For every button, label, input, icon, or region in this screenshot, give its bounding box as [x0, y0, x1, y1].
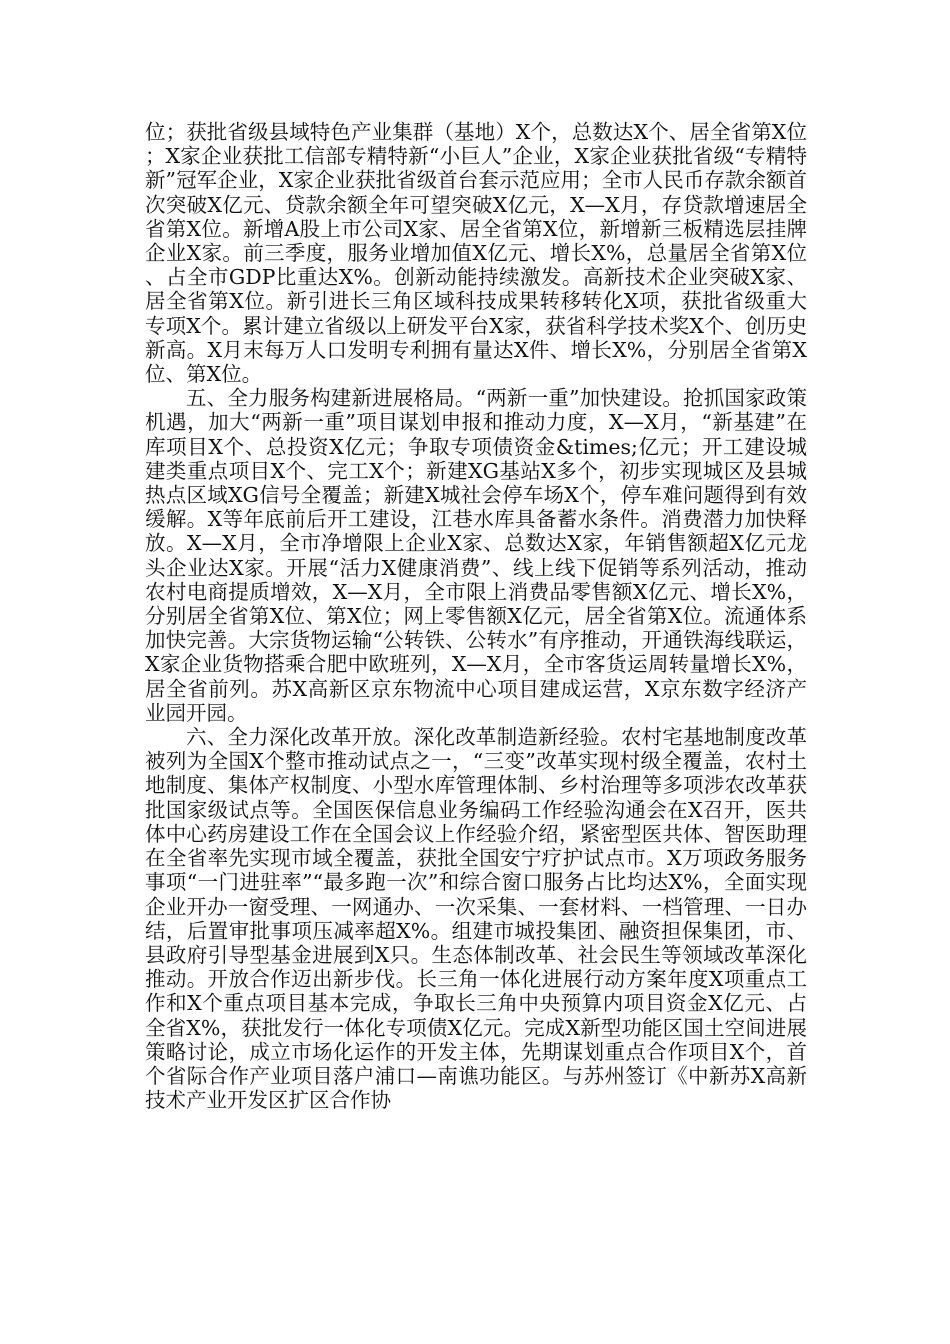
- paragraph-section-six: 六、全力深化改革开放。深化改革制造新经验。农村宅基地制度改革被列为全国X个整市推动试点之一，“三变”改革实现村级全覆盖，农村土地制度、集体产权制度、小型水库管理体制、乡村治理等多项涉农改革获批国家级试点等。全国医保信息业务编码工作经验沟通会在X召开，医共体中心药房建设工作在全国会议上作经验介绍，紧密型医共体、智医助理在全省率先实现市域全覆盖，获批全国安宁疗护试点市。X万项政务服务事项“一门进驻率”“最多跑一次”和综合窗口服务占比均达X%，全面实现企业开办一窗受理、一网通办、一次采集、一套材料、一档管理、一日办结，后置审批事项压减率超X%。组建市城投集团、融资担保集团，市、县政府引导型基金进展到X只。生态体制改革、社会民生等领域改革深化推动。开放合作迈出新步伐。长三角一体化进展行动方案年度X项重点工作和X个重点项目基本完成，争取长三角中央预算内项目资金X亿元、占全省X%，获批发行一体化专项债X亿元。完成X新型功能区国土空间进展策略讨论，成立市场化运作的开发主体，先期谋划重点合作项目X个，首个省际合作产业项目落户浦口—南谯功能区。与苏州签订《中新苏X高新技术产业开发区扩区合作协: [145, 725, 807, 1113]
- paragraph-continued: 位；获批省级县域特色产业集群（基地）X个，总数达X个、居全省第X位；X家企业获批工信部专精特新“小巨人”企业，X家企业获批省级“专精特新”冠军企业，X家企业获批省级首台套示范应用；全市人民币存款余额首次突破X亿元、贷款余额全年可望突破X亿元，X—X月，存贷款增速居全省第X位。新增A股上市公司X家、居全省第X位，新增新三板精选层挂牌企业X家。前三季度，服务业增加值X亿元、增长X%，总量居全省第X位、占全市GDP比重达X%。创新动能持续激发。高新技术企业突破X家、居全省第X位。新引进长三角区域科技成果转移转化X项，获批省级重大专项X个。累计建立省级以上研发平台X家，获省科学技术奖X个、创历史新高。X月末每万人口发明专利拥有量达X件、增长X%，分别居全省第X位、第X位。: [145, 120, 807, 387]
- paragraph-section-five: 五、全力服务构建新进展格局。“两新一重”加快建设。抢抓国家政策机遇，加大“两新一重”项目谋划申报和推动力度，X—X月，“新基建”在库项目X个、总投资X亿元；争取专项债资金&times;亿元；开工建设城建类重点项目X个、完工X个；新建XG基站X多个，初步实现城区及县城热点区域XG信号全覆盖；新建X城社会停车场X个，停车难问题得到有效缓解。X等年底前后开工建设，江巷水库具备蓄水条件。消费潜力加快释放。X—X月，全市净增限上企业X家、总数达X家，年销售额超X亿元龙头企业达X家。开展“活力X健康消费”、线上线下促销等系列活动，推动农村电商提质增效，X—X月，全市限上消费品零售额X亿元、增长X%，分别居全省第X位、第X位；网上零售额X亿元，居全省第X位。流通体系加快完善。大宗货物运输“公转铁、公转水”有序推动，开通铁海线联运，X家企业货物搭乘合肥中欧班列，X—X月，全市客货运周转量增长X%，居全省前列。苏X高新区京东物流中心项目建成运营，X京东数字经济产业园开园。: [145, 386, 807, 725]
- document-page: [145, 120, 807, 1112]
